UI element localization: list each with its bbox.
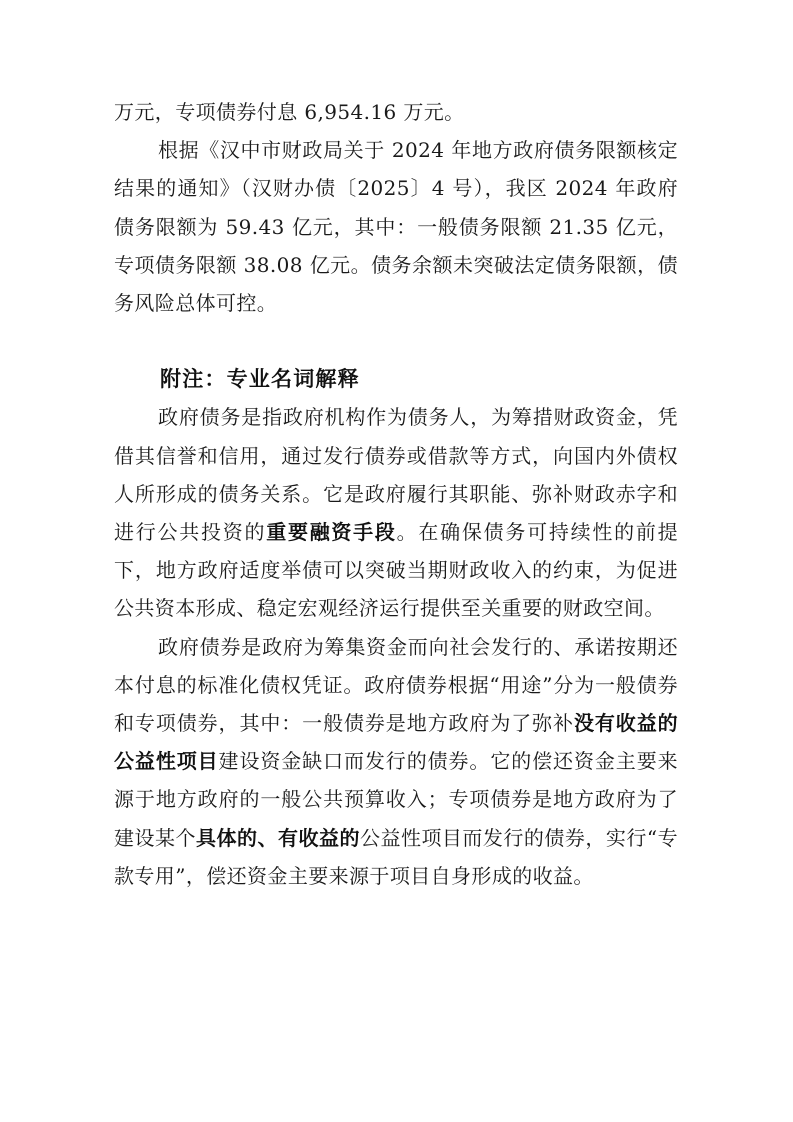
bold-text-run: 附注：专业名词解释 [160,367,360,392]
text-run: 。在确保债务可持续性的前提下，地方政府适度举债可以突破当期财政收入的约束，为促进公共资本形成、稳定宏观经济运行提供至关重要的财政空间。 [114,520,678,621]
bold-text-run: 重要融资手段 [266,520,397,545]
paragraph [114,628,678,895]
text-run: 公益性项目而发行的债券，实行“专款专用”，偿还资金主要来源于项目自身形成的收益。 [114,825,679,888]
text-run: 万元，专项债券付息 6,954.16 万元。 [114,100,465,124]
bold-text-run: 没有收益的公益性项目 [114,711,678,774]
text-run: 政府债务是指政府机构作为债务人，为筹措财政资金，凭借其信誉和信用，通过发行债券或借款等方式，向国内外债权人所形成的债务关系。它是政府履行其职能、弥补财政赤字和进行公共投资的 [114,405,678,545]
glossary-heading [114,360,678,398]
paragraph [114,131,678,322]
text-run: 建设资金缺口而发行的债券。它的偿还资金主要来源于地方政府的一般公共预算收入；专项债券是地方政府为了建设某个 [114,749,678,850]
text-run: 根据《汉中市财政局关于 2024 年地方政府债务限额核定结果的通知》（汉财办债〔2025〕4 号），我区 2024 年政府债务限额为 59.43 亿元，其中：一般债务限额 21.35 亿元，专项债务限额 38.08 亿元。债务余额未突破法定债务限额，债务风险总体可控。 [114,138,678,316]
bold-text-run: 具体的、有收益的 [195,825,360,850]
paragraph [114,93,678,131]
paragraph [114,398,678,627]
text-run: 政府债券是政府为筹集资金而向社会发行的、承诺按期还本付息的标准化债权凭证。政府债券根据“用途”分为一般债券和专项债券，其中：一般债券是地方政府为了弥补 [114,634,678,736]
document-body [114,93,678,895]
